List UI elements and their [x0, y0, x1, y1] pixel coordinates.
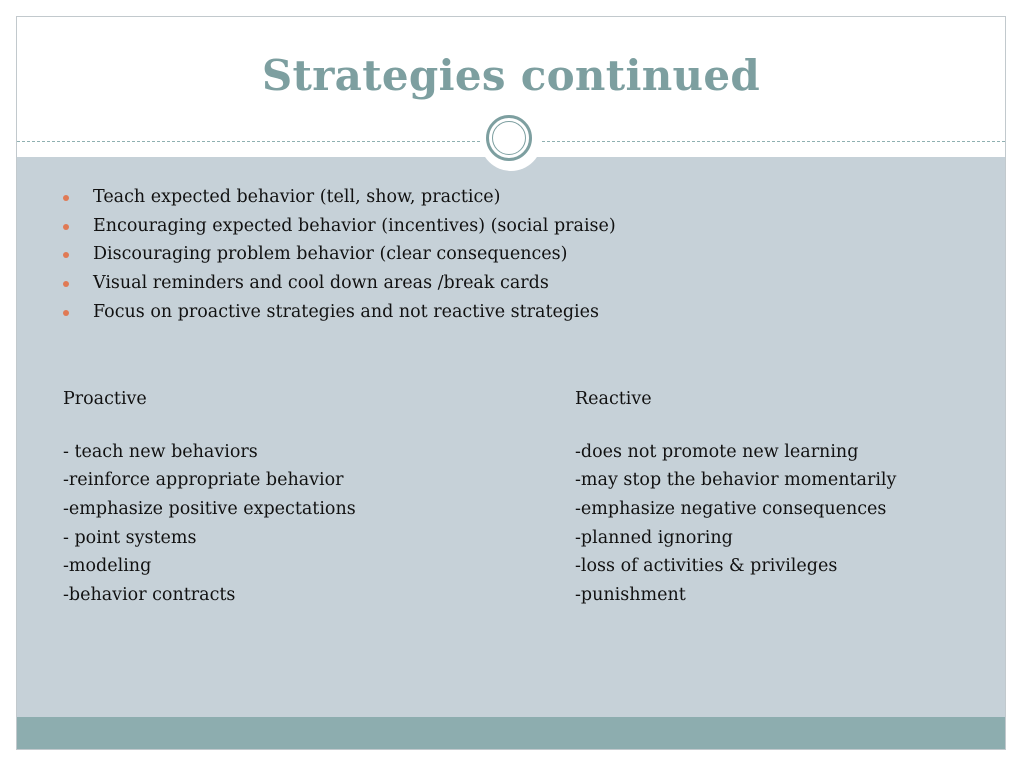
proactive-item: -behavior contracts — [63, 585, 236, 606]
proactive-item: -modeling — [63, 556, 152, 577]
bullet-item — [59, 269, 616, 298]
bullet-text: Teach expected behavior (tell, show, practice) — [93, 187, 501, 207]
bullet-icon — [63, 281, 69, 287]
bullet-text: Encouraging expected behavior (incentives) (social praise) — [93, 215, 616, 236]
reactive-heading: Reactive — [575, 389, 652, 409]
reactive-column — [575, 385, 896, 610]
proactive-item: - teach new behaviors — [63, 441, 258, 462]
bullet-item — [59, 240, 616, 269]
bullet-item — [59, 298, 616, 327]
bullet-item — [59, 183, 616, 212]
bullet-icon — [63, 195, 69, 201]
bullet-item — [59, 212, 616, 241]
proactive-item: - point systems — [63, 527, 197, 548]
proactive-heading: Proactive — [63, 389, 147, 409]
reactive-item: -planned ignoring — [575, 527, 733, 548]
bullet-icon — [63, 310, 69, 316]
reactive-item: -punishment — [575, 585, 686, 606]
slide — [16, 16, 1006, 750]
proactive-column — [63, 385, 356, 610]
proactive-item: -emphasize positive expectations — [63, 499, 356, 520]
bullet-text: Focus on proactive strategies and not reactive strategies — [93, 301, 599, 322]
bullet-icon — [63, 224, 69, 230]
circle-inner-ring — [492, 121, 526, 155]
footer-band — [17, 717, 1005, 750]
reactive-item: -does not promote new learning — [575, 441, 859, 462]
slide-title: Strategies continued — [261, 51, 761, 100]
bullet-text: Visual reminders and cool down areas /break cards — [93, 273, 549, 294]
reactive-item: -emphasize negative consequences — [575, 499, 887, 520]
reactive-item: -may stop the behavior momentarily — [575, 470, 897, 491]
bullet-icon — [63, 252, 69, 258]
reactive-item: -loss of activities & privileges — [575, 556, 838, 577]
spacer — [63, 414, 356, 438]
bullet-text: Discouraging problem behavior (clear consequences) — [93, 244, 568, 265]
bullet-list — [59, 183, 616, 326]
spacer — [575, 414, 896, 438]
proactive-item: -reinforce appropriate behavior — [63, 470, 344, 491]
